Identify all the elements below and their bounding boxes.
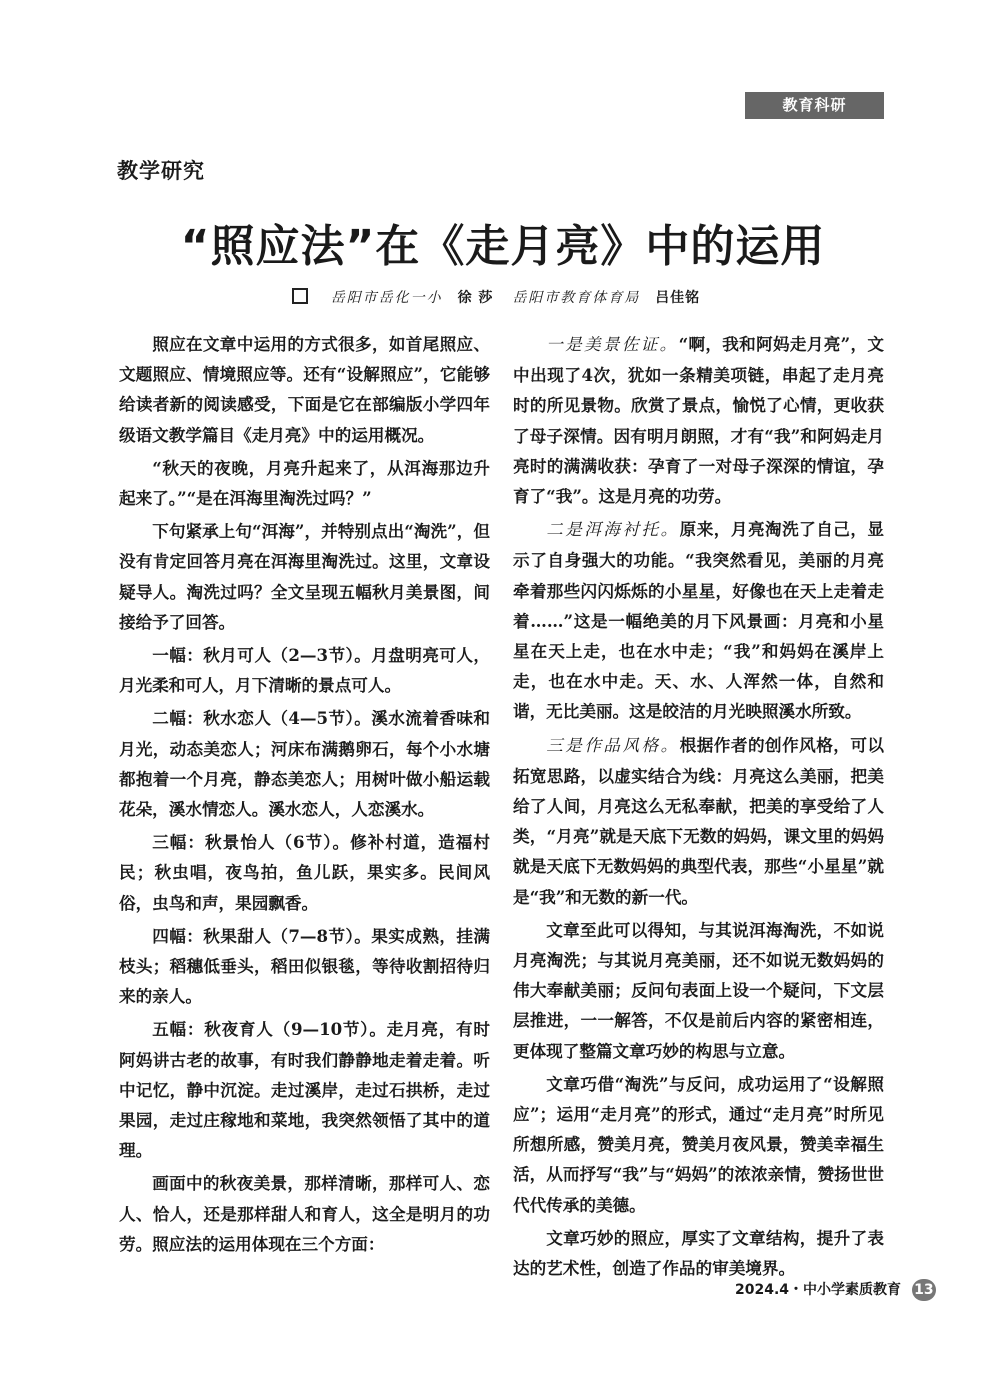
scene-paragraph: 三幅：秋景怡人（6节）。修补村道，造福村民；秋虫唱，夜鸟拍，鱼儿跃，果实多。民间风俗，虫鸟和声，果园飘香。 bbox=[119, 832, 490, 913]
paragraph-body: “啊，我和阿妈走月亮”，文中出现了4次，犹如一条精美项链，串起了走月亮时的所见景物。欣赏了景点，愉悦了心情，更收获了母子深情。因有明月朗照，才有“我”和阿妈走月亮时的满满收获：孕育了一对母子深深的情谊，孕育了“我”。这是月亮的功劳。 bbox=[513, 334, 885, 507]
aspect-paragraph bbox=[513, 514, 884, 726]
author-affiliation: 岳阳市教育体育局 bbox=[512, 290, 641, 306]
scene-paragraph: 五幅：秋夜育人（9—10节）。走月亮，有时阿妈讲古老的故事，有时我们静静地走着走着。听中记忆，静中沉淀。走过溪岸，走过石拱桥，走过果园，走过庄稼地和菜地，我突然领悟了其中的道理。 bbox=[119, 1019, 490, 1161]
paragraph-lead: 一是美景佐证。 bbox=[546, 335, 679, 354]
column-label: 教学研究 bbox=[117, 159, 205, 183]
author-name: 吕佳铭 bbox=[655, 290, 701, 306]
article-title: “照应法”在《走月亮》中的运用 bbox=[180, 221, 826, 272]
author-affiliation: 岳阳市岳化一小 bbox=[330, 290, 443, 306]
right-column bbox=[513, 329, 884, 1286]
aspect-paragraph bbox=[513, 730, 884, 912]
paragraph: 下句紧承上句“洱海”，并特别点出“淘洗”，但没有肯定回答月亮在洱海里淘洗过。这里，文章设疑导人。淘洗过吗？全文呈现五幅秋月美景图，间接给予了回答。 bbox=[119, 521, 490, 632]
paragraph: 照应在文章中运用的方式很多，如首尾照应、文题照应、情境照应等。还有“设解照应”，它能够给读者新的阅读感受，下面是它在部编版小学四年级语文教学篇目《走月亮》中的运用概况。 bbox=[119, 334, 490, 445]
aspect-paragraph bbox=[513, 329, 884, 511]
paragraph: 画面中的秋夜美景，那样清晰，那样可人、恋人、恰人，还是那样甜人和育人，这全是明月的功劳。照应法的运用体现在三个方面： bbox=[119, 1173, 490, 1254]
issue-info: 2024.4・中小学素质教育 bbox=[735, 1282, 902, 1298]
paragraph: 文章巧借“淘洗”与反问，成功运用了“设解照应”；运用“走月亮”的形式，通过“走月亮”时所见所想所感，赞美月亮，赞美月夜风景，赞美幸福生活，从而抒写“我”与“妈妈”的浓浓亲情，赞扬世世代代传承的美德。 bbox=[513, 1073, 884, 1215]
paragraph: 文章至此可以得知，与其说洱海淘洗，不如说月亮淘洗；与其说月亮美丽，还不如说无数妈妈的伟大奉献美丽；反问句表面上设一个疑问，下文层层推进，一一解答，不仅是前后内容的紧密相连，更体现了整篇文章巧妙的构思与立意。 bbox=[513, 919, 884, 1061]
scene-paragraph: 一幅：秋月可人（2—3节）。月盘明亮可人，月光柔和可人，月下清晰的景点可人。 bbox=[119, 645, 490, 696]
section-tag: 教育科研 bbox=[745, 92, 884, 119]
square-outline-icon bbox=[292, 288, 308, 304]
quote-paragraph: “秋天的夜晚，月亮升起来了，从洱海那边升起来了。”“是在洱海里淘洗过吗？” bbox=[119, 457, 490, 509]
byline bbox=[0, 287, 1006, 307]
page-footer bbox=[735, 1279, 936, 1301]
paragraph-lead: 二是洱海衬托。 bbox=[546, 520, 680, 540]
paragraph-body: 原来，月亮淘洗了自己，显示了自身强大的功能。“我突然看见，美丽的月亮牵着那些闪闪烁烁的小星星，好像也在天上走着走着……”这是一幅绝美的月下风景画：月亮和小星星在天上走，也在水中走；“我”和妈妈在溪岸上走，也在水中走。天、水、人浑然一体，自然和谐，无比美丽。这是皎洁的月光映照溪水所致。 bbox=[513, 519, 885, 722]
paragraph: 文章巧妙的照应，厚实了文章结构，提升了表达的艺术性，创造了作品的审美境界。 bbox=[513, 1227, 884, 1279]
left-column bbox=[119, 329, 490, 1262]
scene-paragraph: 四幅：秋果甜人（7—8节）。果实成熟，挂满枝头；稻穗低垂头，稻田似银毯，等待收割招待归来的亲人。 bbox=[119, 925, 490, 1007]
author-name: 徐 莎 bbox=[457, 290, 494, 306]
paragraph-lead: 三是作品风格。 bbox=[546, 735, 680, 755]
scene-paragraph: 二幅：秋水恋人（4—5节）。溪水流着香味和月光，动态美恋人；河床布满鹅卵石，每个小水塘都抱着一个月亮，静态美恋人；用树叶做小船运载花朵，溪水情恋人。溪水恋人，人恋溪水。 bbox=[119, 708, 490, 820]
page-number: 13 bbox=[912, 1279, 936, 1301]
paragraph-body: 根据作者的创作风格，可以拓宽思路，以虚实结合为线：月亮这么美丽，把美给了人间，月亮这么无私奉献，把美的享受给了人类，“月亮”就是天底下无数的妈妈，课文里的妈妈就是天底下无数妈妈的典型代表，那些“小星星”就是“我”和无数的新一代。 bbox=[513, 734, 885, 907]
